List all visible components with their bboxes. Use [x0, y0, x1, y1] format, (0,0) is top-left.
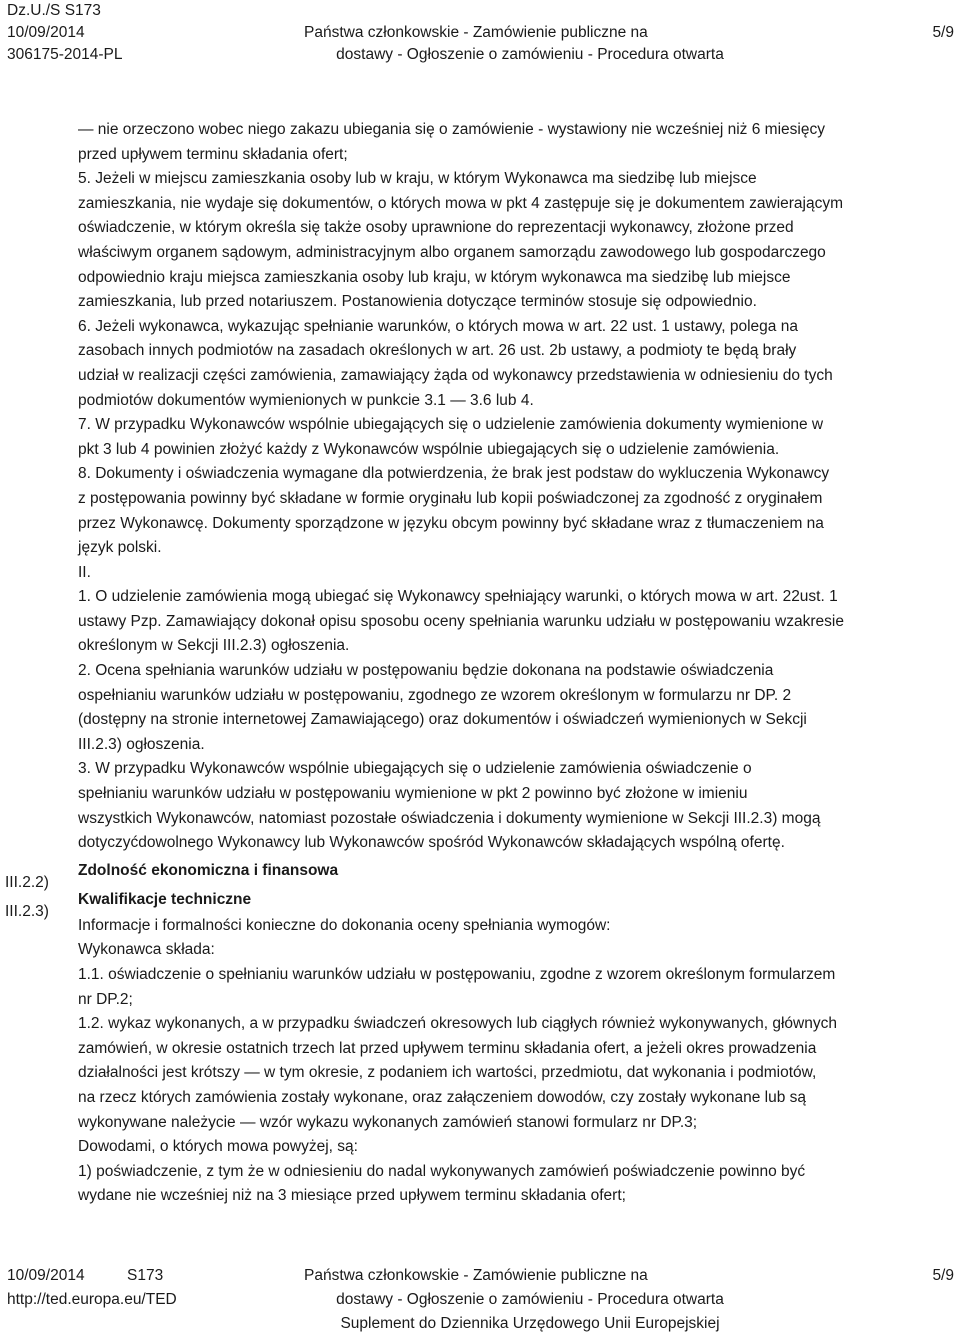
- section-title-technical: Kwalifikacje techniczne: [78, 890, 252, 908]
- text-line: udział w realizacji części zamówienia, zamawiający żąda od wykonawcy przedstawienia w odniesieniu do tych: [78, 366, 833, 384]
- text-line: oświadczenie, w którym określa się także osoby uprawnione do reprezentacji wykonawcy, złożone przed: [78, 219, 794, 237]
- text-line: na rzecz których zamówienia zostały wykonane, oraz załączeniem dowodów, czy zostały wykonane lub są: [78, 1088, 806, 1106]
- text-line: odpowiednio kraju miejsca zamieszkania osoby lub kraju, w którym wykonawca ma siedzibę lub miejsce: [78, 268, 791, 286]
- text-line: wszystkich Wykonawców, natomiast pozostałe oświadczenia i dokumenty wymienione w Sekcji III.2.3) mogą: [78, 809, 821, 827]
- section-number-iii-2-2: III.2.2): [5, 874, 49, 891]
- text-line: działalności jest krótszy — w tym okresie, z podaniem ich wartości, przedmiotu, dat wykonania i podmiotów,: [78, 1064, 817, 1082]
- text-line: 1) poświadczenie, z tym że w odniesieniu do nadal wykonywanych zamówień poświadczenie powinno być: [78, 1162, 806, 1180]
- text-line: określonym w Sekcji III.2.3) ogłoszenia.: [78, 637, 350, 655]
- header-page-number: 5/9: [932, 24, 954, 41]
- text-line: Wykonawca składa:: [78, 941, 215, 959]
- notice-number: 306175-2014-PL: [7, 46, 123, 63]
- text-line: 6. Jeżeli wykonawca, wykazując spełnianie warunków, o których mowa w art. 22 ust. 1 ustawy, polega na: [78, 317, 798, 335]
- text-line: (dostępny na stronie internetowej Zamawiającego) oraz dokumentów i oświadczeń wymienionych w Sekcji: [78, 711, 807, 729]
- header-title-line-1: Państwa członkowskie - Zamówienie publiczne na: [304, 24, 648, 41]
- text-line: zasobach innych podmiotów na zasadach określonych w art. 26 ust. 2b ustawy, a podmioty te będą brały: [78, 342, 797, 360]
- text-line: dotyczyćdowolnego Wykonawcy lub Wykonawców spośród Wykonawców składających wspólną ofertę.: [78, 834, 785, 852]
- footer-page-number: 5/9: [932, 1267, 954, 1284]
- footer-title: [300, 1264, 760, 1336]
- text-line: III.2.3) ogłoszenia.: [78, 735, 205, 753]
- text-line: pkt 3 lub 4 powinien złożyć każdy z Wykonawców wspólnie ubiegających się o udzielenie zamówienia.: [78, 440, 780, 458]
- journal-ref: Dz.U./S S173: [7, 2, 101, 19]
- text-line: podmiotów dokumentów wymienionych w punkcie 3.1 — 3.6 lub 4.: [78, 391, 534, 409]
- text-line: Informacje i formalności konieczne do dokonania oceny spełniania wymogów:: [78, 916, 611, 934]
- text-line: ospełnianiu warunków udziału w postępowaniu, zgodnego ze wzorem określonym w formularzu nr DP. 2: [78, 686, 792, 704]
- section-title-financial: Zdolność ekonomiczna i finansowa: [78, 861, 339, 879]
- text-line: 3. W przypadku Wykonawców wspólnie ubiegających się o udzieleniе zamówienia oświadczenie o: [78, 760, 752, 778]
- footer-url[interactable]: http://ted.europa.eu/TED: [7, 1291, 177, 1308]
- text-line: wykonywane należycie — wzór wykazu wykonanych zamówień stanowi formularz nr DP.3;: [78, 1113, 698, 1131]
- text-line: ustawy Pzp. Zamawiający dokonał opisu sposobu oceny spełniania warunku udziału w postępowaniu wzakresie: [78, 612, 844, 630]
- text-line: spełnianiu warunków udziału w postępowaniu wymienione w pkt 2 powinno być złożone w imieniu: [78, 785, 748, 803]
- text-line: wydane nie wcześniej niż na 3 miesiące przed upływem terminu składania ofert;: [78, 1187, 626, 1205]
- paragraph-block-technical-qualifications: [78, 914, 956, 1209]
- text-line: 5. Jeżeli w miejscu zamieszkania osoby lub w kraju, w którym Wykonawca ma siedzibę lub miejsce: [78, 170, 757, 188]
- header-reference: [7, 0, 123, 66]
- text-line: zamieszkania, lub przed notariuszem. Postanowienia dotyczące terminów stosuje się odpowiednio.: [78, 293, 757, 311]
- text-line: 1.1. oświadczenie o spełnianiu warunków udziału w postępowaniu, zgodne z wzorem określonym formularzem: [78, 966, 836, 983]
- text-line: 1. O udzielenie zamówienia mogą ubiegać się Wykonawcy spełniający warunki, o których mowa w art. 22ust. 1: [78, 588, 838, 606]
- footer-supplement: Suplement do Dziennika Urzędowego Unii Europejskiej: [340, 1315, 720, 1332]
- text-line: II.: [78, 563, 91, 581]
- text-line: nr DP.2;: [78, 990, 133, 1008]
- footer-reference: [7, 1264, 177, 1312]
- text-line: 7. W przypadku Wykonawców wspólnie ubiegających się o udzielenie zamówienia dokumenty wymienione w: [78, 416, 824, 434]
- paragraph-block-exclusion-conditions: [78, 118, 956, 856]
- header-title: [300, 22, 760, 66]
- header-title-line-2: dostawy - Ogłoszenie o zamówieniu - Procedura otwarta: [336, 46, 724, 63]
- footer-date: 10/09/2014: [7, 1267, 85, 1284]
- section-number-iii-2-3: III.2.3): [5, 903, 49, 920]
- text-line: 2. Ocena spełniania warunków udziału w postępowaniu będzie dokonana na podstawie oświadczenia: [78, 662, 774, 680]
- header-date: 10/09/2014: [7, 24, 85, 41]
- text-line: właściwym organem sądowym, administracyjnym albo organem samorządu zawodowego lub gospodarczego: [78, 243, 826, 261]
- document-body: [78, 118, 956, 1209]
- footer-title-line-1: Państwa członkowskie - Zamówienie publiczne na: [304, 1267, 648, 1284]
- footer-title-line-2: dostawy - Ogłoszenie o zamówieniu - Procedura otwarta: [336, 1291, 724, 1308]
- text-line: przez Wykonawcę. Dokumenty sporządzone w języku obcym powinny być składane wraz z tłumaczeniem na: [78, 514, 824, 532]
- footer-series: S173: [127, 1267, 164, 1284]
- text-line: 8. Dokumenty i oświadczenia wymagane dla potwierdzenia, że brak jest podstaw do wykluczenia Wykonawcy: [78, 465, 830, 483]
- text-line: zamieszkania, nie wydaje się dokumentów, o których mowa w pkt 4 zastępuje się je dokumentem zawierającym: [78, 194, 844, 212]
- text-line: 1.2. wykaz wykonanych, a w przypadku świadczeń okresowych lub ciągłych również wykonywanych, głównych: [78, 1015, 837, 1033]
- text-line: z postępowania powinny być składane w formie oryginału lub kopii poświadczonej za zgodność z oryginałem: [78, 489, 823, 507]
- text-line: zamówień, w okresie ostatnich trzech lat przed upływem terminu składania ofert, a jeżeli okres prowadzenia: [78, 1039, 817, 1057]
- text-line: język polski.: [78, 539, 162, 557]
- text-line: — nie orzeczono wobec niego zakazu ubiegania się o zamówienie - wystawiony nie wcześniej niż 6 miesięcy: [78, 121, 825, 138]
- text-line: przed upływem terminu składania ofert;: [78, 145, 348, 163]
- text-line: Dowodami, o których mowa powyżej, są:: [78, 1138, 358, 1156]
